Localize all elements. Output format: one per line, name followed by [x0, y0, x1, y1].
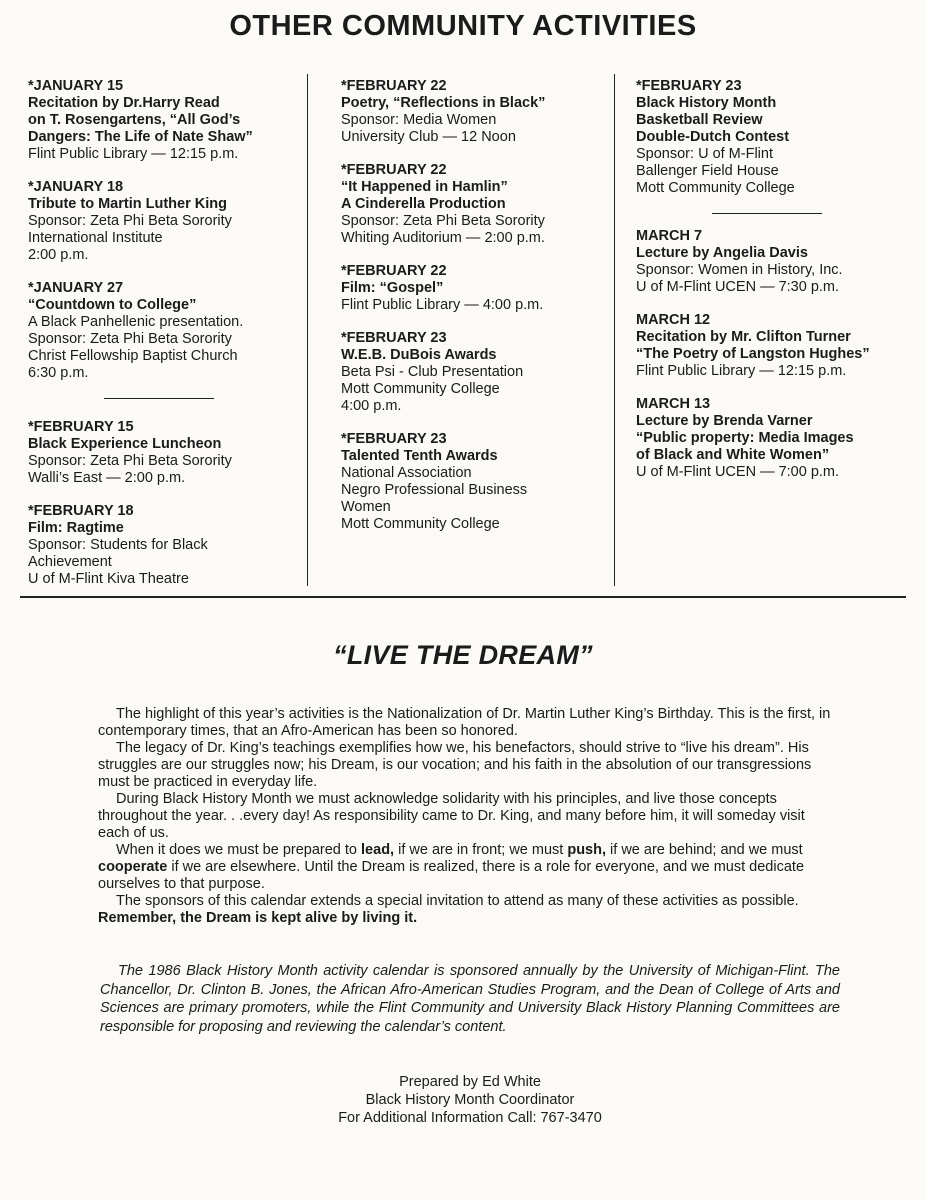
column-divider: [307, 74, 308, 586]
essay-text: The sponsors of this calendar extends a special invitation to attend as many of these activities as possible.: [116, 893, 799, 909]
event-detail: Sponsor: Zeta Phi Beta Sorority: [28, 453, 232, 469]
event-detail: Mott Community College: [341, 516, 500, 532]
event-item: [341, 162, 603, 247]
signature-block: [0, 1073, 926, 1127]
event-detail: Sponsor: Media Women: [341, 112, 497, 128]
event-detail: Christ Fellowship Baptist Church: [28, 348, 238, 364]
event-item: [636, 78, 908, 197]
event-title: “Public property: Media Images: [636, 430, 854, 446]
event-date: MARCH 7: [636, 228, 703, 244]
emphasis-cooperate: cooperate: [98, 859, 168, 875]
event-date: MARCH 13: [636, 396, 711, 412]
event-date: *FEBRUARY 23: [341, 431, 447, 447]
event-date: *FEBRUARY 22: [341, 78, 447, 94]
event-title: Talented Tenth Awards: [341, 448, 498, 464]
event-date: *FEBRUARY 23: [636, 78, 742, 94]
event-detail: Sponsor: U of M-Flint: [636, 146, 773, 162]
event-detail: Beta Psi - Club Presentation: [341, 364, 524, 380]
event-detail: Flint Public Library — 4:00 p.m.: [341, 297, 544, 313]
event-date: MARCH 12: [636, 312, 711, 328]
event-title: Lecture by Brenda Varner: [636, 413, 813, 429]
essay-paragraph: The highlight of this year’s activities is the Nationalization of Dr. Martin Luther King’s Birthday. This is the first, in contemporary times, that an Afro-American has been so honored.: [98, 706, 831, 739]
event-title: on T. Rosengartens, “All God’s: [28, 112, 241, 128]
closing-motto: Remember, the Dream is kept alive by living it.: [98, 910, 418, 926]
event-title: Basketball Review: [636, 112, 763, 128]
event-detail: U of M-Flint UCEN — 7:30 p.m.: [636, 279, 840, 295]
event-title: of Black and White Women”: [636, 447, 830, 463]
events-column-1: [28, 78, 298, 604]
events-column-3: [636, 78, 908, 497]
event-detail: Mott Community College: [636, 180, 795, 196]
sponsor-note: The 1986 Black History Month activity calendar is sponsored annually by the University of Michigan-Flint. The Chancellor, Dr. Clinton B. Jones, the African Afro-American Studies Program, and the Dean of College of Arts and Sciences are primary promoters, while the Flint Community and University Black History Planning Committees are responsible for proposing and reviewing the calendar’s content.: [100, 963, 840, 1035]
event-title: Recitation by Mr. Clifton Turner: [636, 329, 851, 345]
event-title: A Cinderella Production: [341, 196, 506, 212]
essay-text: When it does we must be prepared to: [116, 842, 362, 858]
event-date: *FEBRUARY 15: [28, 419, 134, 435]
emphasis-lead: lead,: [361, 842, 395, 858]
event-item: [341, 263, 603, 314]
dream-essay: [98, 706, 840, 927]
event-title: Recitation by Dr.Harry Read: [28, 95, 220, 111]
event-item: [28, 503, 298, 588]
event-detail: 4:00 p.m.: [341, 398, 402, 414]
essay-paragraph: [98, 893, 840, 927]
event-title: Poetry, “Reflections in Black”: [341, 95, 546, 111]
event-item: [341, 78, 603, 146]
separator-rule: [104, 398, 214, 399]
event-detail: University Club — 12 Noon: [341, 129, 516, 145]
event-date: *FEBRUARY 22: [341, 263, 447, 279]
event-detail: Women: [341, 499, 391, 515]
event-detail: Whiting Auditorium — 2:00 p.m.: [341, 230, 545, 246]
event-item: [28, 78, 298, 163]
contact-line: For Additional Information Call: 767-3470: [338, 1110, 602, 1126]
event-item: [28, 280, 298, 382]
event-date: *JANUARY 18: [28, 179, 124, 195]
event-title: Black Experience Luncheon: [28, 436, 222, 452]
event-title: Film: “Gospel”: [341, 280, 444, 296]
event-date: *JANUARY 15: [28, 78, 124, 94]
event-title: “Countdown to College”: [28, 297, 197, 313]
event-title: Tribute to Martin Luther King: [28, 196, 227, 212]
event-title: Double-Dutch Contest: [636, 129, 790, 145]
event-detail: Sponsor: Zeta Phi Beta Sorority: [341, 213, 545, 229]
event-title: Lecture by Angelia Davis: [636, 245, 808, 261]
page-title: OTHER COMMUNITY ACTIVITIES: [229, 10, 697, 42]
preparer-line: Prepared by Ed White: [399, 1074, 541, 1090]
events-column-2: [341, 78, 603, 549]
event-item: [341, 330, 603, 415]
coordinator-line: Black History Month Coordinator: [365, 1092, 575, 1108]
event-item: [341, 431, 603, 533]
event-detail: Sponsor: Women in History, Inc.: [636, 262, 843, 278]
event-item: [636, 396, 908, 481]
event-item: [28, 419, 298, 487]
event-detail: U of M-Flint UCEN — 7:00 p.m.: [636, 464, 840, 480]
event-detail: Walli’s East — 2:00 p.m.: [28, 470, 186, 486]
event-item: [28, 179, 298, 264]
event-item: [636, 228, 908, 296]
essay-paragraph: The legacy of Dr. King’s teachings exemplifies how we, his benefactors, should strive to “live his dream”. His struggles are our struggles now; his Dream, is our vocation; and his faith in the absolution of our transgressions must be practiced in everyday life.: [98, 740, 812, 790]
essay-paragraph: During Black History Month we must acknowledge solidarity with his principles, and live those concepts throughout the year. . .every day! As responsibility came to Dr. King, and many before him, it will someday visit each of us.: [98, 791, 805, 841]
event-item: [636, 312, 908, 380]
essay-text: if we are in front; we must: [394, 842, 568, 858]
event-title: “The Poetry of Langston Hughes”: [636, 346, 870, 362]
event-detail: Ballenger Field House: [636, 163, 779, 179]
event-detail: A Black Panhellenic presentation.: [28, 314, 244, 330]
essay-text: if we are behind; and we must: [606, 842, 803, 858]
event-detail: Sponsor: Students for Black: [28, 537, 208, 553]
essay-paragraph: [98, 842, 840, 893]
event-title: Film: Ragtime: [28, 520, 124, 536]
event-detail: Mott Community College: [341, 381, 500, 397]
separator-rule: [712, 213, 822, 214]
event-detail: Flint Public Library — 12:15 p.m.: [28, 146, 239, 162]
event-detail: Sponsor: Zeta Phi Beta Sorority: [28, 331, 232, 347]
column-divider: [614, 74, 615, 586]
dream-heading: “LIVE THE DREAM”: [333, 640, 593, 670]
event-detail: International Institute: [28, 230, 163, 246]
event-detail: Sponsor: Zeta Phi Beta Sorority: [28, 213, 232, 229]
event-detail: 2:00 p.m.: [28, 247, 89, 263]
event-date: *JANUARY 27: [28, 280, 124, 296]
event-detail: 6:30 p.m.: [28, 365, 89, 381]
event-date: *FEBRUARY 23: [341, 330, 447, 346]
event-title: Dangers: The Life of Nate Shaw”: [28, 129, 253, 145]
event-date: *FEBRUARY 22: [341, 162, 447, 178]
event-detail: Flint Public Library — 12:15 p.m.: [636, 363, 847, 379]
emphasis-push: push,: [567, 842, 607, 858]
event-title: W.E.B. DuBois Awards: [341, 347, 497, 363]
event-date: *FEBRUARY 18: [28, 503, 134, 519]
event-detail: Achievement: [28, 554, 112, 570]
event-title: Black History Month: [636, 95, 777, 111]
section-divider: [20, 596, 906, 598]
event-detail: National Association: [341, 465, 472, 481]
event-title: “It Happened in Hamlin”: [341, 179, 508, 195]
essay-text: if we are elsewhere. Until the Dream is realized, there is a role for everyone, and we must dedicate ourselves to that purpose.: [98, 859, 805, 892]
event-detail: U of M-Flint Kiva Theatre: [28, 571, 189, 587]
event-detail: Negro Professional Business: [341, 482, 528, 498]
